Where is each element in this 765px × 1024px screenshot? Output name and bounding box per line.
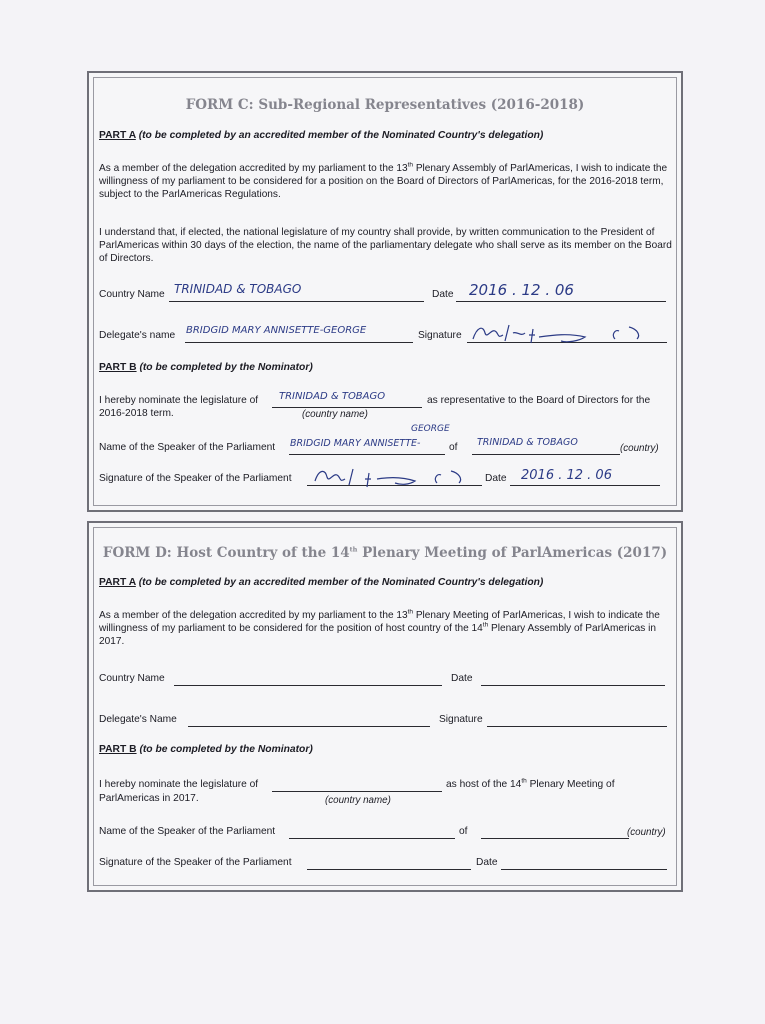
country-name-caption: (country name) <box>325 795 391 806</box>
date-handwritten: 2016 . 12 . 06 <box>469 281 574 299</box>
form-d-title: FORM D: Host Country of the 14th Plenary Meeting of ParlAmericas (2017) <box>102 545 668 561</box>
part-a-label: PART A <box>99 577 136 588</box>
part-b-label: PART B <box>99 362 137 373</box>
form-c <box>87 71 683 512</box>
part-a-instruction: (to be completed by an accredited member of the Nominated Country's delegation) <box>138 577 544 588</box>
form-d <box>87 521 683 892</box>
nominate-line-2: ParlAmericas in 2017. <box>99 793 199 804</box>
part-b-label: PART B <box>99 744 137 755</box>
country-name-label: Country Name <box>99 673 165 684</box>
part-b-instruction: (to be completed by the Nominator) <box>139 362 313 373</box>
speaker-name-handwritten-extra: GEORGE <box>411 424 450 434</box>
speaker-country-line[interactable] <box>472 454 620 455</box>
nominate-country-line[interactable] <box>272 791 442 792</box>
nominate-suffix: as host of the 14th Plenary Meeting of <box>446 777 615 790</box>
country-name-line[interactable] <box>169 301 424 302</box>
form-c-part-a-heading <box>99 130 543 141</box>
speaker-signature-label: Signature of the Speaker of the Parliament <box>99 473 292 484</box>
date-line[interactable] <box>456 301 666 302</box>
nominate-prefix: I hereby nominate the legislature of <box>99 395 259 406</box>
date-line[interactable] <box>481 685 665 686</box>
part-a-instruction: (to be completed by an accredited member of the Nominated Country's delegation) <box>138 130 544 141</box>
country-caption: (country) <box>620 443 659 454</box>
country-name-label: Country Name <box>99 289 165 300</box>
speaker-country-handwritten: TRINIDAD & TOBAGO <box>477 437 578 448</box>
part-b-instruction: (to be completed by the Nominator) <box>139 744 313 755</box>
nominate-suffix: as representative to the Board of Directors for the <box>427 395 651 406</box>
delegate-name-label: Delegate's Name <box>99 714 177 725</box>
form-c-part-b-heading <box>99 362 313 373</box>
speaker-name-handwritten: BRIDGID MARY ANNISETTE- <box>290 438 421 449</box>
speaker-date-handwritten: 2016 . 12 . 06 <box>521 468 612 483</box>
delegate-name-line[interactable] <box>188 726 430 727</box>
part-a-label: PART A <box>99 130 136 141</box>
speaker-name-label: Name of the Speaker of the Parliament <box>99 442 276 453</box>
of-label: of <box>449 442 458 453</box>
nominate-country-line[interactable] <box>272 407 422 408</box>
speaker-name-line[interactable] <box>289 838 455 839</box>
country-name-handwritten: TRINIDAD & TOBAGO <box>174 282 302 296</box>
nominate-country-handwritten: TRINIDAD & TOBAGO <box>279 391 386 402</box>
country-name-caption: (country name) <box>302 409 368 420</box>
signature-scribble-icon <box>469 321 659 347</box>
form-c-paragraph-2: I understand that, if elected, the national legislature of my country shall provide, by written communication to the President of ParlAmericas within 30 days of the election, the name of the parliamentary delegate who shall serve as its member on the Board of Directors. <box>99 227 672 264</box>
speaker-signature-line[interactable] <box>307 869 471 870</box>
speaker-date-line[interactable] <box>501 869 667 870</box>
delegate-name-label: Delegate's name <box>99 330 176 341</box>
form-c-paragraph-1: As a member of the delegation accredited by my parliament to the 13th Plenary Assembly of ParlAmericas, I wish to indicate the willingness of my parliament to be considered for a position on the Board of Directors of ParlAmericas, for the 2016-2018 term, subject to the ParlAmericas Regulations. <box>99 161 668 200</box>
form-d-part-b-heading <box>99 744 313 755</box>
signature-line[interactable] <box>487 726 667 727</box>
nominate-prefix: I hereby nominate the legislature of <box>99 779 259 790</box>
country-name-line[interactable] <box>174 685 442 686</box>
speaker-date-label: Date <box>476 857 498 868</box>
of-label: of <box>459 826 468 837</box>
speaker-name-line[interactable] <box>289 454 445 455</box>
delegate-name-handwritten: BRIDGID MARY ANNISETTE-GEORGE <box>186 325 367 336</box>
date-label: Date <box>451 673 473 684</box>
speaker-signature-scribble-icon <box>311 465 481 489</box>
delegate-name-line[interactable] <box>185 342 413 343</box>
signature-label: Signature <box>418 330 462 341</box>
speaker-date-line[interactable] <box>510 485 660 486</box>
country-caption: (country) <box>627 827 666 838</box>
signature-label: Signature <box>439 714 483 725</box>
speaker-signature-label: Signature of the Speaker of the Parliament <box>99 857 292 868</box>
speaker-date-label: Date <box>485 473 507 484</box>
form-c-title: FORM C: Sub-Regional Representatives (2016-2018) <box>185 97 585 113</box>
date-label: Date <box>432 289 454 300</box>
speaker-name-label: Name of the Speaker of the Parliament <box>99 826 276 837</box>
form-d-paragraph: As a member of the delegation accredited by my parliament to the 13th Plenary Meeting of ParlAmericas, I wish to indicate the willingness of my parliament to be considered for the position of host country of the 14th Plenary Assembly of ParlAmericas in 2017. <box>99 608 660 647</box>
form-d-part-a-heading <box>99 577 543 588</box>
term-text: 2016-2018 term. <box>99 408 174 419</box>
speaker-country-line[interactable] <box>481 838 629 839</box>
